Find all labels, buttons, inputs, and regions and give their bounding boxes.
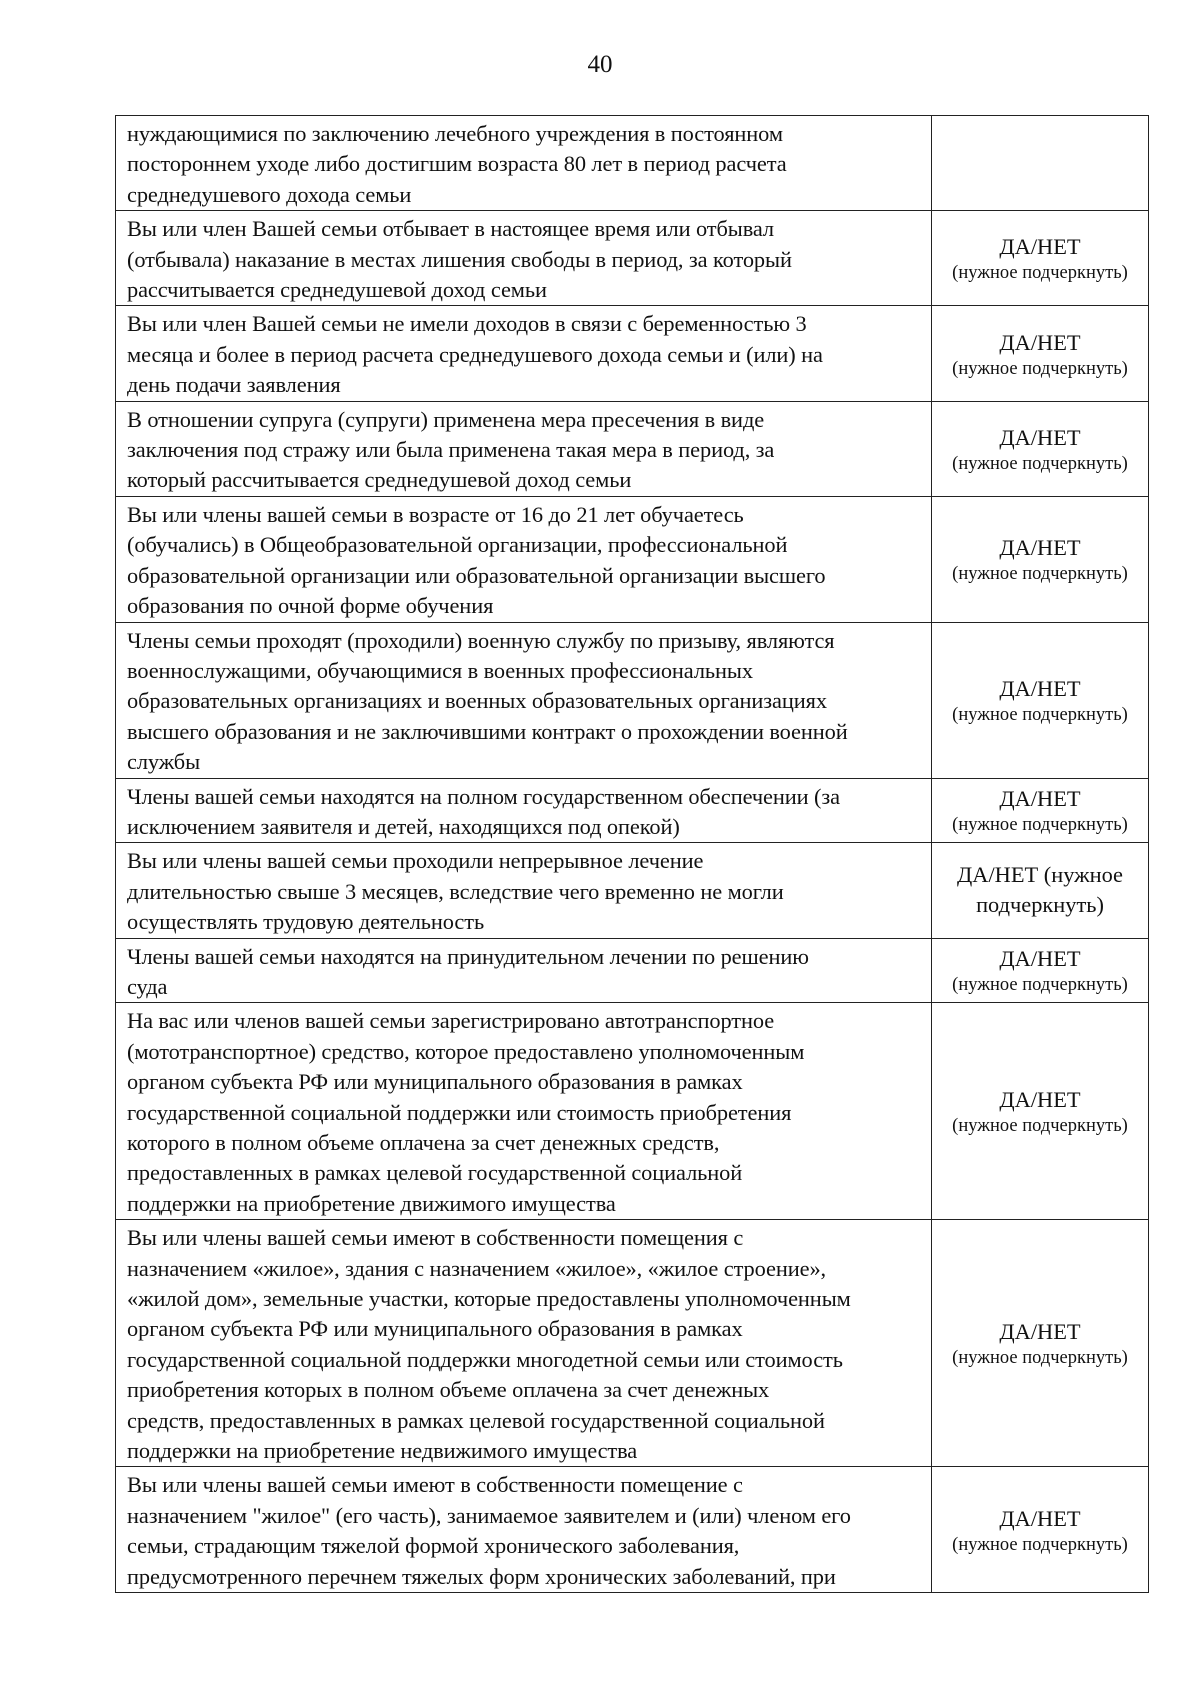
question-text-line: (мототранспортное) средство, которое предоставлено уполномоченным (127, 1038, 805, 1064)
answer-options[interactable]: ДА/НЕТ (999, 234, 1081, 260)
question-text-line: образовательных организациях и военных образовательных организациях (127, 688, 827, 714)
table-row (116, 211, 1149, 306)
questionnaire-table (115, 115, 1149, 1593)
table-row (116, 622, 1149, 778)
table-row (116, 306, 1149, 401)
answer-options[interactable]: ДА/НЕТ (999, 329, 1081, 355)
question-text-line: Члены вашей семьи находятся на полном государственном обеспечении (за (127, 783, 840, 809)
question-cell (116, 211, 932, 306)
question-text-line: предоставленных в рамках целевой государственной социальной (127, 1160, 743, 1186)
question-text-line: которого в полном объеме оплачена за счет денежных средств, (127, 1130, 720, 1155)
question-text-line: высшего образования и не заключившими контракт о прохождении военной (127, 718, 848, 744)
question-text-line: назначением «жилое», здания с назначением «жилое», «жилое строение», (127, 1255, 827, 1281)
answer-hint: (нужное подчеркнуть) (952, 263, 1128, 284)
table-row (116, 1220, 1149, 1467)
question-text-line: назначением "жилое" (его часть), занимаемое заявителем и (или) членом его (127, 1502, 851, 1528)
question-text-line: рассчитывается среднедушевой доход семьи (127, 277, 547, 303)
table-row (116, 778, 1149, 843)
answer-hint: (нужное подчеркнуть) (952, 1348, 1128, 1369)
question-text-line: месяца и более в период расчета среднедушевого дохода семьи и (или) на (127, 341, 823, 367)
answer-hint: (нужное подчеркнуть) (952, 705, 1128, 726)
question-cell (116, 843, 932, 938)
question-text-line: Вы или члены вашей семьи проходили непрерывное лечение (127, 848, 704, 874)
question-text-line: Вы или члены вашей семьи имеют в собственности помещения с (127, 1225, 744, 1251)
question-cell (116, 1003, 932, 1220)
table-row (116, 116, 1149, 211)
question-cell (116, 778, 932, 843)
question-text-line: службы (127, 749, 201, 775)
question-cell (116, 1220, 932, 1467)
question-text-line: военнослужащими, обучающимися в военных профессиональных (127, 657, 753, 683)
answer-cell (932, 211, 1149, 306)
answer-cell (932, 116, 1149, 211)
question-text-line: Члены вашей семьи находятся на принудительном лечении по решению (127, 943, 809, 969)
table-row (116, 1467, 1149, 1593)
table-row (116, 843, 1149, 938)
answer-option-text[interactable]: ДА/НЕТ (нужное (957, 862, 1123, 888)
answer-hint: (нужное подчеркнуть) (952, 453, 1128, 474)
question-text-line: постороннем уходе либо достигшим возраста 80 лет в период расчета (127, 151, 787, 177)
question-text-line: Вы или член Вашей семьи отбывает в настоящее время или отбывал (127, 216, 774, 242)
question-cell (116, 306, 932, 401)
question-text-line: государственной социальной поддержки или стоимость приобретения (127, 1099, 792, 1125)
answer-hint: (нужное подчеркнуть) (952, 975, 1128, 996)
question-cell (116, 1467, 932, 1593)
question-text-line: нуждающимися по заключению лечебного учреждения в постоянном (127, 121, 783, 146)
question-text-line: образования по очной форме обучения (127, 593, 494, 619)
question-text-line: предусмотренного перечнем тяжелых форм хронических заболеваний, при (127, 1563, 836, 1589)
answer-options[interactable]: ДА/НЕТ (999, 676, 1081, 702)
answer-options[interactable]: ДА/НЕТ (999, 424, 1081, 450)
question-text-line: средств, предоставленных в рамках целевой государственной социальной (127, 1407, 825, 1433)
question-text-line: осуществлять трудовую деятельность (127, 909, 485, 935)
answer-cell (932, 1467, 1149, 1593)
question-text-line: заключения под стражу или была применена такая мера в период, за (127, 437, 775, 463)
answer-options[interactable]: ДА/НЕТ (999, 1087, 1081, 1113)
answer-hint: (нужное подчеркнуть) (952, 815, 1128, 836)
question-text-line: образовательной организации или образовательной организации высшего (127, 562, 826, 588)
question-text-line: поддержки на приобретение недвижимого имущества (127, 1438, 638, 1464)
question-text-line: В отношении супруга (супруги) применена мера пресечения в виде (127, 406, 765, 432)
answer-options[interactable]: ДА/НЕТ (999, 946, 1081, 972)
answer-cell (932, 778, 1149, 843)
answer-cell (932, 938, 1149, 1003)
question-text-line: день подачи заявления (127, 372, 341, 398)
answer-cell (932, 1003, 1149, 1220)
question-cell (116, 401, 932, 496)
question-text-line: На вас или членов вашей семьи зарегистрировано автотранспортное (127, 1008, 775, 1034)
answer-options[interactable]: ДА/НЕТ (999, 786, 1081, 812)
answer-cell (932, 1220, 1149, 1467)
question-text-line: органом субъекта РФ или муниципального образования в рамках (127, 1069, 743, 1095)
answer-hint: (нужное подчеркнуть) (952, 1116, 1128, 1137)
answer-hint: (нужное подчеркнуть) (952, 564, 1128, 585)
question-text-line: Вы или члены вашей семьи в возрасте от 16 до 21 лет обучаетесь (127, 501, 744, 527)
table-row (116, 401, 1149, 496)
answer-cell (932, 401, 1149, 496)
question-text-line: (отбывала) наказание в местах лишения свободы в период, за который (127, 246, 792, 272)
question-text-line: поддержки на приобретение движимого имущества (127, 1190, 616, 1216)
answer-cell (932, 843, 1149, 938)
table-row (116, 496, 1149, 622)
question-text-line: Вы или член Вашей семьи не имели доходов в связи с беременностью 3 (127, 311, 807, 337)
question-text-line: исключением заявителя и детей, находящихся под опекой) (127, 813, 680, 839)
answer-cell (932, 622, 1149, 778)
question-text-line: государственной социальной поддержки многодетной семьи или стоимость (127, 1346, 843, 1372)
question-text-line: органом субъекта РФ или муниципального образования в рамках (127, 1316, 743, 1342)
question-text-line: Члены семьи проходят (проходили) военную службу по призыву, являются (127, 627, 835, 653)
question-cell (116, 938, 932, 1003)
page-number: 40 (587, 51, 613, 78)
answer-cell (932, 306, 1149, 401)
question-text-line: среднедушевого дохода семьи (127, 181, 412, 207)
question-text-line: приобретения которых в полном объеме оплачена за счет денежных (127, 1377, 770, 1403)
question-text-line: семьи, страдающим тяжелой формой хронического заболевания, (127, 1533, 740, 1559)
answer-options[interactable]: ДА/НЕТ (999, 535, 1081, 561)
question-text-line: (обучались) в Общеобразовательной организации, профессиональной (127, 532, 788, 558)
question-text-line: суда (127, 973, 168, 999)
question-cell (116, 116, 932, 211)
question-cell (116, 496, 932, 622)
answer-option-text[interactable]: подчеркнуть) (976, 892, 1104, 918)
answer-cell (932, 496, 1149, 622)
question-text-line: длительностью свыше 3 месяцев, вследствие чего временно не могли (127, 878, 784, 904)
table-row (116, 938, 1149, 1003)
question-text-line: который рассчитывается среднедушевой доход семьи (127, 467, 632, 493)
answer-options[interactable]: ДА/НЕТ (999, 1505, 1081, 1531)
question-cell (116, 622, 932, 778)
answer-hint: (нужное подчеркнуть) (952, 358, 1128, 379)
answer-hint: (нужное подчеркнуть) (952, 1534, 1128, 1555)
table-row (116, 1003, 1149, 1220)
answer-options[interactable]: ДА/НЕТ (999, 1319, 1081, 1345)
question-text-line: Вы или члены вашей семьи имеют в собственности помещение с (127, 1472, 743, 1498)
question-text-line: «жилой дом», земельные участки, которые предоставлены уполномоченным (127, 1286, 851, 1312)
